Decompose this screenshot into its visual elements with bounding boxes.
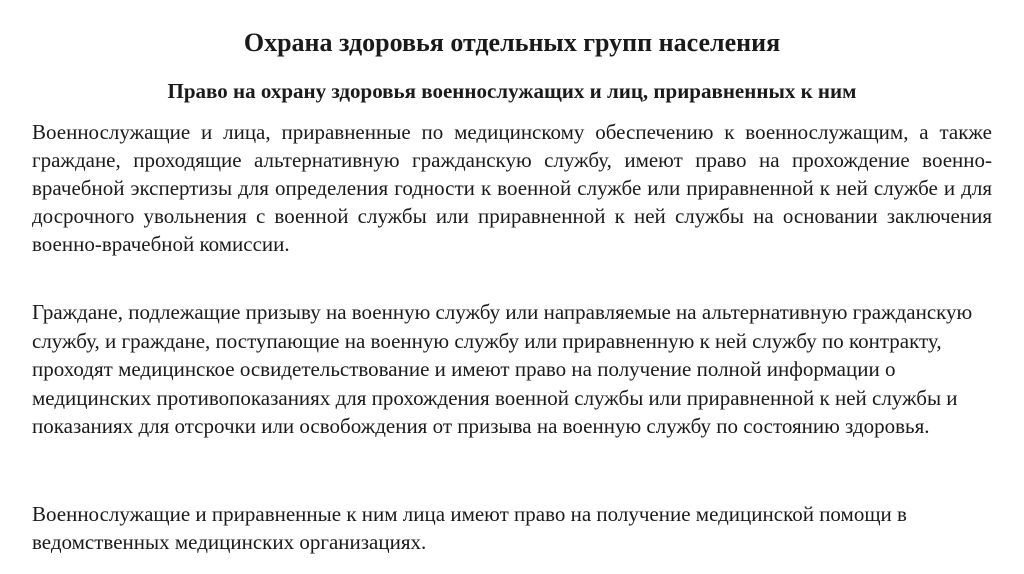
slide-title: Охрана здоровья отдельных групп населения (243, 28, 781, 57)
paragraph-2: Граждане, подлежащие призыву на военную службу или направляемые на альтернативную гражданскую службу, и граждане, поступающие на военную службу или приравненную к ней службу по контракту, проходят медицинское освидетельствование и имеют право на получение полной информации о медицинских противопоказаниях для прохождения военной службы или приравненной к ней службы и показаниях для отсрочки или освобождения от призыва на военную службу по состоянию здоровья. (32, 300, 973, 438)
slide-subtitle: Право на охрану здоровья военнослужащих и лиц, приравненных к ним (167, 79, 857, 103)
paragraph-1: Военнослужащие и лица, приравненные по медицинскому обеспечению к военнослужащим, а также граждане, проходящие альтернативную гражданскую службу, имеют право на прохождение военно-врачебной экспертизы для определения годности к военной службе или приравненной к ней службе и для досрочного увольнения с военной службы или приравненной к ней службы на основании заключения военно-врачебной комиссии. (32, 120, 992, 256)
paragraph-3: Военнослужащие и приравненные к ним лица имеют право на получение медицинской помощи в ведомственных медицинских организациях. (32, 502, 907, 554)
